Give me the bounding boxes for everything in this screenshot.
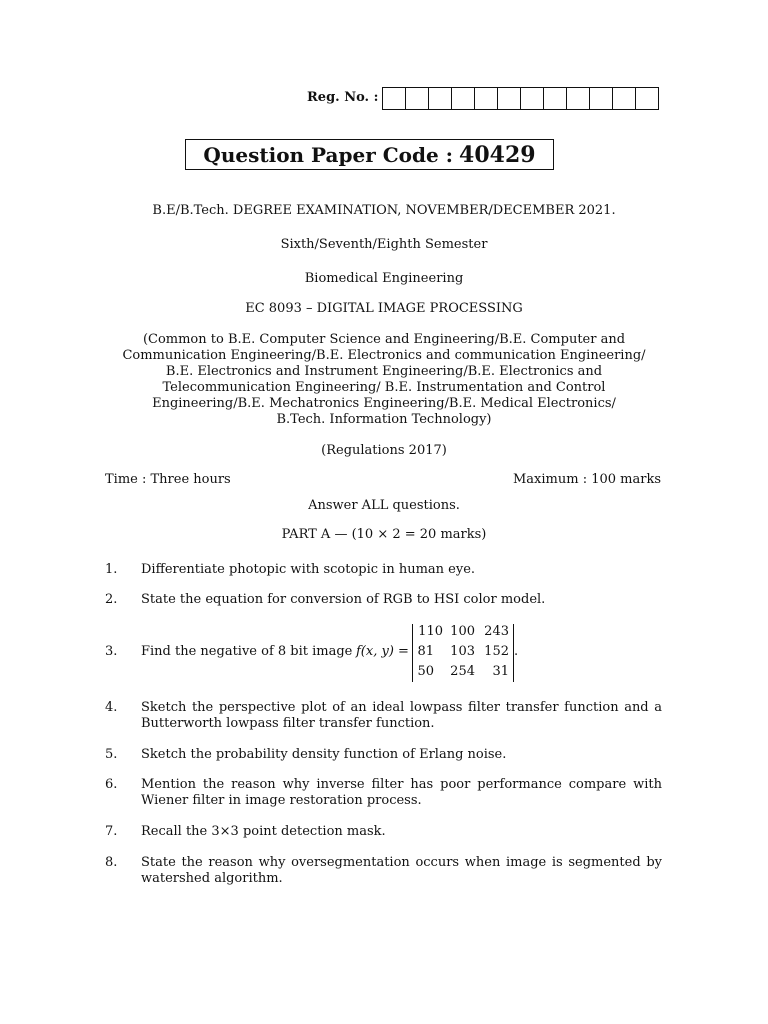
reg-no-digit-box[interactable] xyxy=(383,88,406,109)
maximum-marks: Maximum : 100 marks xyxy=(512,472,661,487)
question-text: Find the negative of 8 bit image xyxy=(141,644,353,659)
department: Biomedical Engineering xyxy=(304,271,464,286)
matrix-cell: 110 xyxy=(418,624,443,639)
matrix-row xyxy=(413,624,513,644)
semester: Sixth/Seventh/Eighth Semester xyxy=(280,237,488,252)
reg-no-digit-box[interactable] xyxy=(613,88,636,109)
common-line: B.Tech. Information Technology) xyxy=(276,412,492,427)
question-text: Recall the 3×3 point detection mask. xyxy=(141,824,386,839)
course-title: EC 8093 – DIGITAL IMAGE PROCESSING xyxy=(245,301,523,316)
question-paper-code: 40429 xyxy=(459,141,536,168)
part-heading: PART A — (10 × 2 = 20 marks) xyxy=(281,527,487,542)
question-8 xyxy=(105,855,662,889)
image-function-label: f(x, y) = xyxy=(356,644,409,659)
common-line: Telecommunication Engineering/ B.E. Instrumentation and Control xyxy=(162,380,606,395)
exam-title: B.E/B.Tech. DEGREE EXAMINATION, NOVEMBER/DECEMBER 2021. xyxy=(152,203,616,218)
reg-no-digit-box[interactable] xyxy=(567,88,590,109)
question-number: 4. xyxy=(105,700,118,715)
matrix-cell: 81 xyxy=(417,644,434,659)
question-number: 5. xyxy=(105,747,118,762)
question-number: 3. xyxy=(105,644,118,659)
matrix-cell: 254 xyxy=(450,664,475,679)
code-prefix: Question Paper Code : xyxy=(203,142,454,167)
reg-no-digit-box[interactable] xyxy=(590,88,613,109)
instruction: Answer ALL questions. xyxy=(308,498,460,513)
question-text: Mention the reason why inverse filter has poor performance compare with Wiener filter in image restoration process. xyxy=(141,777,662,808)
question-text: Differentiate photopic with scotopic in human eye. xyxy=(141,562,476,577)
reg-no-label: Reg. No. : xyxy=(307,90,379,105)
question-text: State the reason why oversegmentation occurs when image is segmented by watershed algorithm. xyxy=(141,855,662,886)
reg-no-digit-box[interactable] xyxy=(636,88,658,109)
question-number: 1. xyxy=(105,562,118,577)
time-duration: Time : Three hours xyxy=(105,472,231,487)
matrix-cell: 100 xyxy=(450,624,475,639)
common-to-block xyxy=(0,332,768,428)
question-paper-code-box xyxy=(185,139,554,170)
common-line: (Common to B.E. Computer Science and Engineering/B.E. Computer and xyxy=(142,332,626,347)
reg-no-digit-box[interactable] xyxy=(544,88,567,109)
matrix-cell: 50 xyxy=(417,664,434,679)
reg-no-digit-box[interactable] xyxy=(475,88,498,109)
matrix-period: . xyxy=(514,644,519,659)
question-text: Sketch the perspective plot of an ideal lowpass filter transfer function and a Butterworth lowpass filter transfer function. xyxy=(141,700,662,731)
reg-no-digit-box[interactable] xyxy=(521,88,544,109)
common-line: Communication Engineering/B.E. Electronics and communication Engineering/ xyxy=(122,348,646,363)
reg-no-digit-box[interactable] xyxy=(429,88,452,109)
question-4 xyxy=(105,700,662,734)
question-text: Sketch the probability density function of Erlang noise. xyxy=(141,747,507,762)
question-number: 2. xyxy=(105,592,118,607)
reg-no-digit-box[interactable] xyxy=(498,88,521,109)
common-line: B.E. Electronics and Instrument Engineering/B.E. Electronics and xyxy=(165,364,603,379)
question-number: 6. xyxy=(105,777,118,792)
image-matrix xyxy=(412,624,514,682)
reg-no-boxes[interactable] xyxy=(382,87,659,110)
question-6 xyxy=(105,777,662,811)
matrix-row xyxy=(413,644,513,664)
matrix-cell: 31 xyxy=(492,664,509,679)
matrix-row xyxy=(413,664,513,684)
common-line: Engineering/B.E. Mechatronics Engineering/B.E. Medical Electronics/ xyxy=(152,396,616,411)
question-text: State the equation for conversion of RGB to HSI color model. xyxy=(141,592,546,607)
reg-no-digit-box[interactable] xyxy=(452,88,475,109)
question-number: 7. xyxy=(105,824,118,839)
regulations: (Regulations 2017) xyxy=(321,443,447,458)
question-number: 8. xyxy=(105,855,118,870)
matrix-cell: 243 xyxy=(484,624,509,639)
matrix-cell: 103 xyxy=(450,644,475,659)
matrix-cell: 152 xyxy=(484,644,509,659)
reg-no-digit-box[interactable] xyxy=(406,88,429,109)
